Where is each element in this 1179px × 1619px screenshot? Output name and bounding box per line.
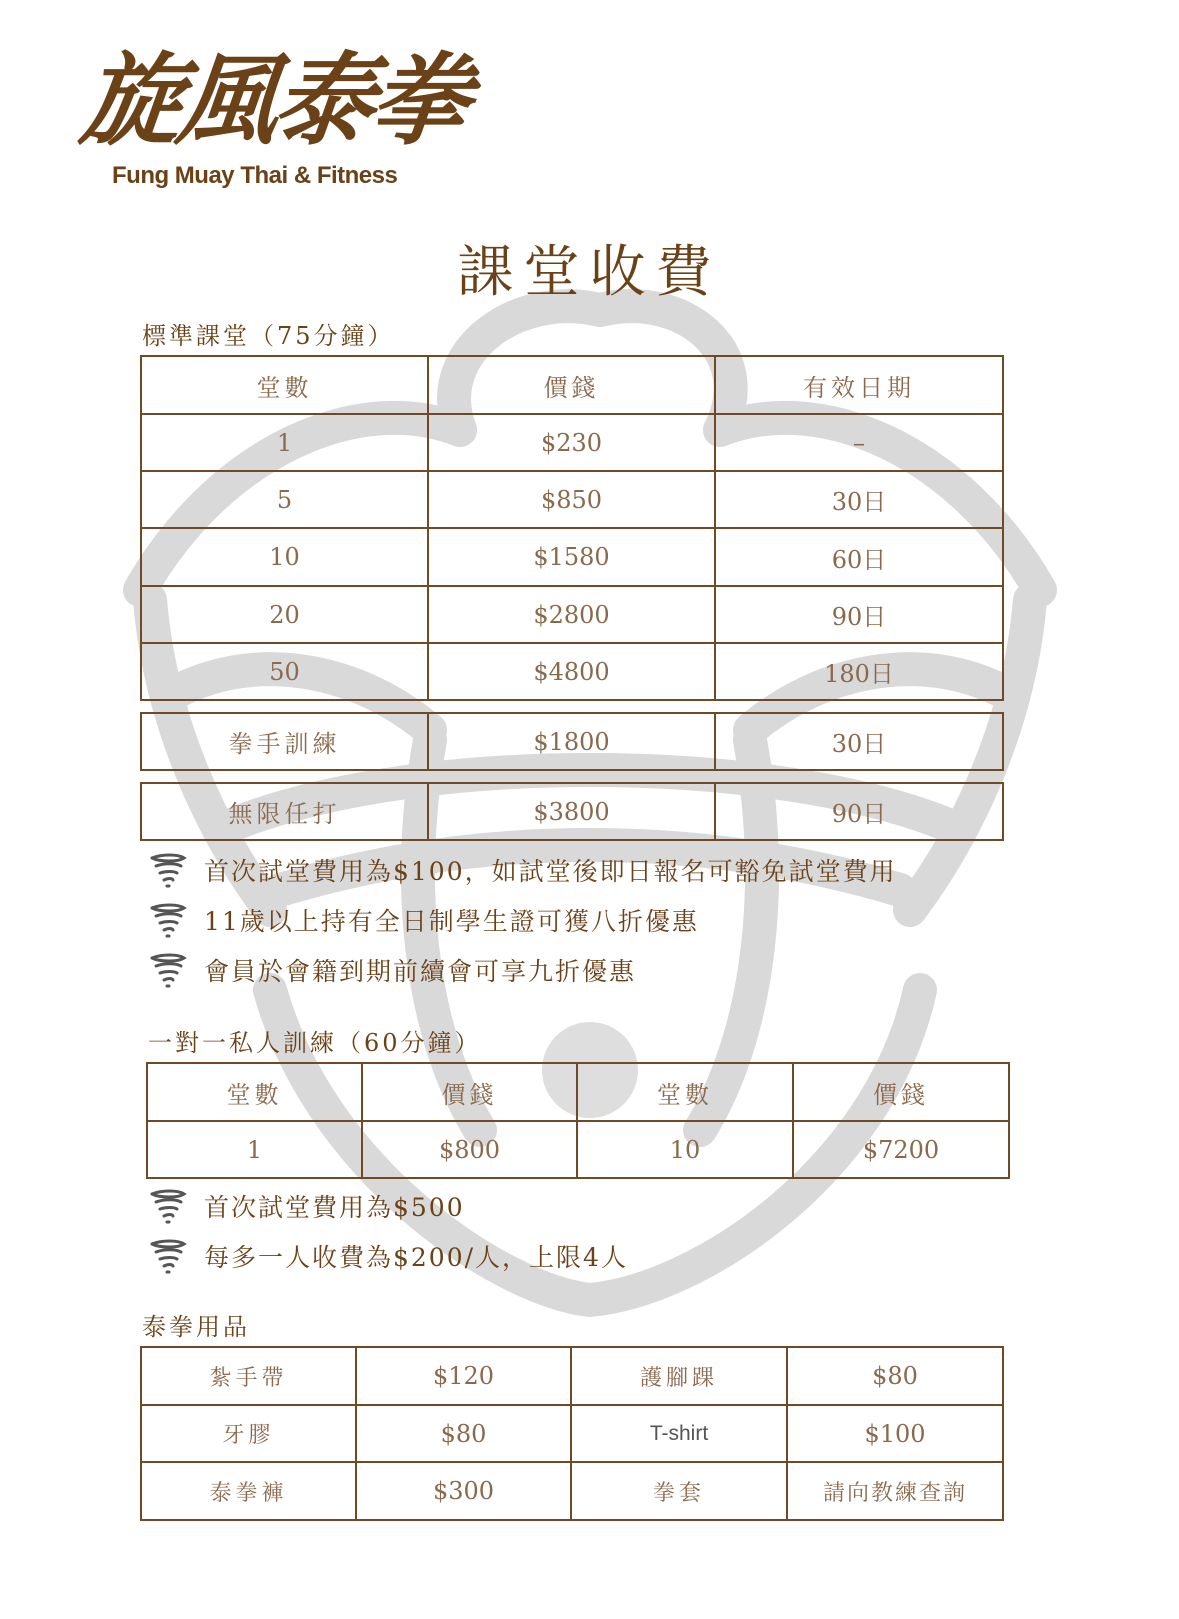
header-cell: 堂數	[147, 1063, 362, 1121]
tornado-icon	[148, 850, 188, 890]
item-name-cell: T-shirt	[571, 1405, 787, 1462]
header-cell: 價錢	[793, 1063, 1009, 1121]
item-name-cell: 泰拳褲	[141, 1462, 356, 1520]
validity-cell: 90日	[715, 586, 1003, 643]
price-cell: $80	[356, 1405, 571, 1462]
note-item	[148, 1186, 465, 1226]
table-row	[141, 471, 1003, 528]
validity-cell: –	[715, 414, 1003, 471]
price-cell: $120	[356, 1347, 571, 1405]
validity-cell: 30日	[715, 713, 1003, 770]
price-cell: $80	[787, 1347, 1003, 1405]
private-training-table	[146, 1062, 1010, 1179]
section-title-supplies: 泰拳用品	[142, 1313, 250, 1341]
sessions-cell: 50	[141, 643, 428, 700]
tornado-icon	[148, 950, 188, 990]
price-cell: $850	[428, 471, 715, 528]
validity-cell: 60日	[715, 528, 1003, 586]
table-row	[141, 643, 1003, 700]
validity-cell: 180日	[715, 643, 1003, 700]
note-text: 首次試堂費用為$100，如試堂後即日報名可豁免試堂費用	[204, 857, 897, 886]
header-cell: 堂數	[141, 356, 428, 414]
price-cell: $300	[356, 1462, 571, 1520]
note-text: 每多一人收費為$200/人，上限4人	[204, 1243, 628, 1272]
header-cell: 堂數	[577, 1063, 793, 1121]
table-row	[147, 1121, 1009, 1178]
table-row	[141, 1347, 1003, 1405]
table-header-row	[147, 1063, 1009, 1121]
note-item	[148, 950, 636, 990]
sessions-cell: 10	[141, 528, 428, 586]
supplies-table	[140, 1346, 1004, 1521]
table-row	[141, 713, 1003, 770]
note-item	[148, 900, 699, 940]
header-cell: 價錢	[428, 356, 715, 414]
validity-cell: 90日	[715, 783, 1003, 840]
table-row	[141, 1405, 1003, 1462]
price-cell: $7200	[793, 1121, 1009, 1178]
price-cell: $1800	[428, 713, 715, 770]
sessions-cell: 10	[577, 1121, 793, 1178]
plan-name-cell: 無限任打	[141, 783, 428, 840]
note-text: 11歲以上持有全日制學生證可獲八折優惠	[204, 907, 699, 936]
unlimited-table	[140, 782, 1004, 841]
tornado-icon	[148, 1186, 188, 1226]
item-name-cell: 護腳踝	[571, 1347, 787, 1405]
section-title-standard: 標準課堂（75分鐘）	[142, 322, 395, 350]
price-cell: $3800	[428, 783, 715, 840]
tornado-icon	[148, 1236, 188, 1276]
brand-name-en: Fung Muay Thai & Fitness	[112, 162, 398, 189]
price-cell: $230	[428, 414, 715, 471]
table-header-row	[141, 356, 1003, 414]
header-cell: 有效日期	[715, 356, 1003, 414]
sessions-cell: 5	[141, 471, 428, 528]
sessions-cell: 20	[141, 586, 428, 643]
standard-price-table	[140, 355, 1004, 701]
header-cell: 價錢	[362, 1063, 577, 1121]
brand-name-cn: 旋風泰拳	[75, 41, 473, 159]
tornado-icon	[148, 900, 188, 940]
plan-name-cell: 拳手訓練	[141, 713, 428, 770]
table-row	[141, 1462, 1003, 1520]
section-title-private: 一對一私人訓練（60分鐘）	[148, 1029, 482, 1057]
table-row	[141, 783, 1003, 840]
note-text: 會員於會籍到期前續會可享九折優惠	[204, 957, 637, 986]
sessions-cell: 1	[141, 414, 428, 471]
table-row	[141, 586, 1003, 643]
brand-logo	[75, 41, 473, 190]
item-name-cell: 紮手帶	[141, 1347, 356, 1405]
table-row	[141, 528, 1003, 586]
item-name-cell: 拳套	[571, 1462, 787, 1520]
note-item	[148, 850, 897, 890]
price-cell: $100	[787, 1405, 1003, 1462]
note-text: 首次試堂費用為$500	[204, 1193, 465, 1222]
note-item	[148, 1236, 628, 1276]
table-row	[141, 414, 1003, 471]
price-cell: $1580	[428, 528, 715, 586]
validity-cell: 30日	[715, 471, 1003, 528]
boxer-training-table	[140, 712, 1004, 771]
price-cell: $800	[362, 1121, 577, 1178]
item-name-cell: 牙膠	[141, 1405, 356, 1462]
price-cell: 請向教練查詢	[787, 1462, 1003, 1520]
price-cell: $4800	[428, 643, 715, 700]
sessions-cell: 1	[147, 1121, 362, 1178]
page-title: 課堂收費	[457, 240, 722, 305]
price-cell: $2800	[428, 586, 715, 643]
